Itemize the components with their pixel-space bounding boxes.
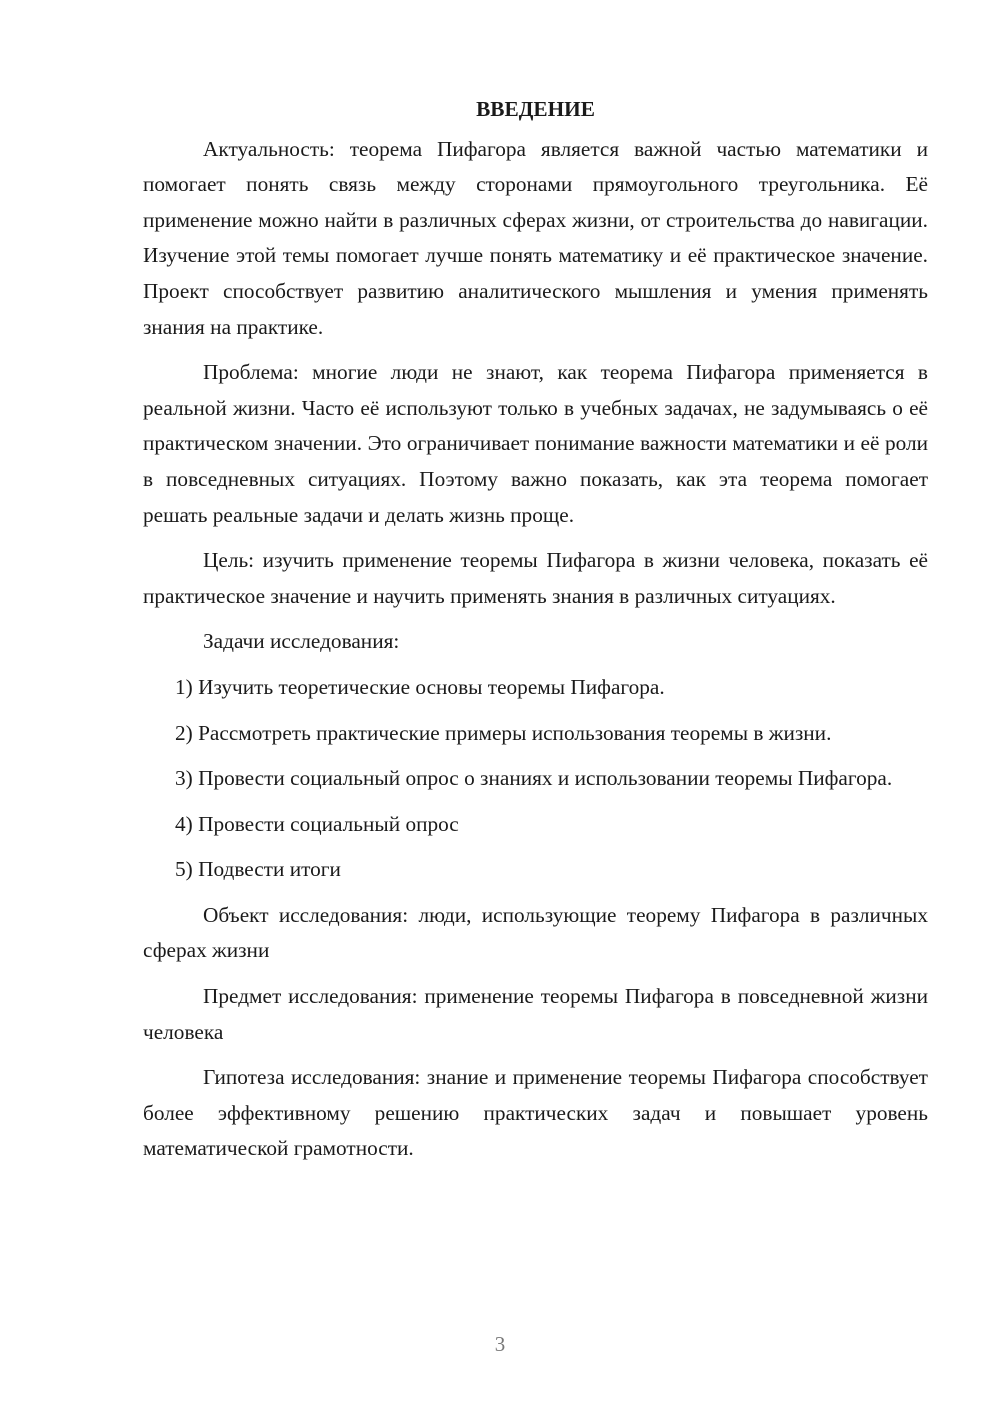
list-item: 3) Провести социальный опрос о знаниях и использовании теоремы Пифагора. bbox=[175, 766, 893, 791]
tasks-heading: Задачи исследования: bbox=[203, 629, 400, 654]
list-item: 5) Подвести итоги bbox=[175, 857, 341, 882]
paragraph-object: Объект исследования: люди, использующие теорему Пифагора в различных сферах жизни bbox=[143, 902, 928, 963]
list-item: 4) Провести социальный опрос bbox=[175, 811, 459, 836]
paragraph-problem: Проблема: многие люди не знают, как теорема Пифагора применяется в реальной жизни. Часто её используют только в учебных задачах, не задумываясь о её практическом значении. Это ограничивает понимание важности математики и её роли в повседневных ситуациях. Поэтому важно показать, как эта теорема помогает решать реальные задачи и делать жизнь проще. bbox=[143, 360, 928, 527]
page-content bbox=[143, 92, 928, 1177]
section-title: ВВЕДЕНИЕ bbox=[476, 97, 595, 121]
tasks-list bbox=[143, 670, 928, 888]
paragraph-hypothesis: Гипотеза исследования: знание и применение теоремы Пифагора способствует более эффективному решению практических задач и повышает уровень математической грамотности. bbox=[143, 1065, 928, 1161]
page-number: 3 bbox=[494, 1332, 506, 1356]
paragraph-goal: Цель: изучить применение теоремы Пифагора в жизни человека, показать её практическое значение и научить применять знания в различных ситуациях. bbox=[143, 548, 928, 608]
paragraph-relevance: Актуальность: теорема Пифагора является важной частью математики и помогает понять связь между сторонами прямоугольного треугольника. Её применение можно найти в различных сферах жизни, от строительства до навигации. Изучение этой темы помогает лучше понять математику и её практическое значение. Проект способствует развитию аналитического мышления и умения применять знания на практике. bbox=[143, 136, 928, 339]
list-item: 2) Рассмотреть практические примеры использования теоремы в жизни. bbox=[175, 720, 832, 745]
list-item: 1) Изучить теоретические основы теоремы Пифагора. bbox=[175, 674, 665, 699]
paragraph-subject: Предмет исследования: применение теоремы Пифагора в повседневной жизни человека bbox=[143, 984, 928, 1044]
